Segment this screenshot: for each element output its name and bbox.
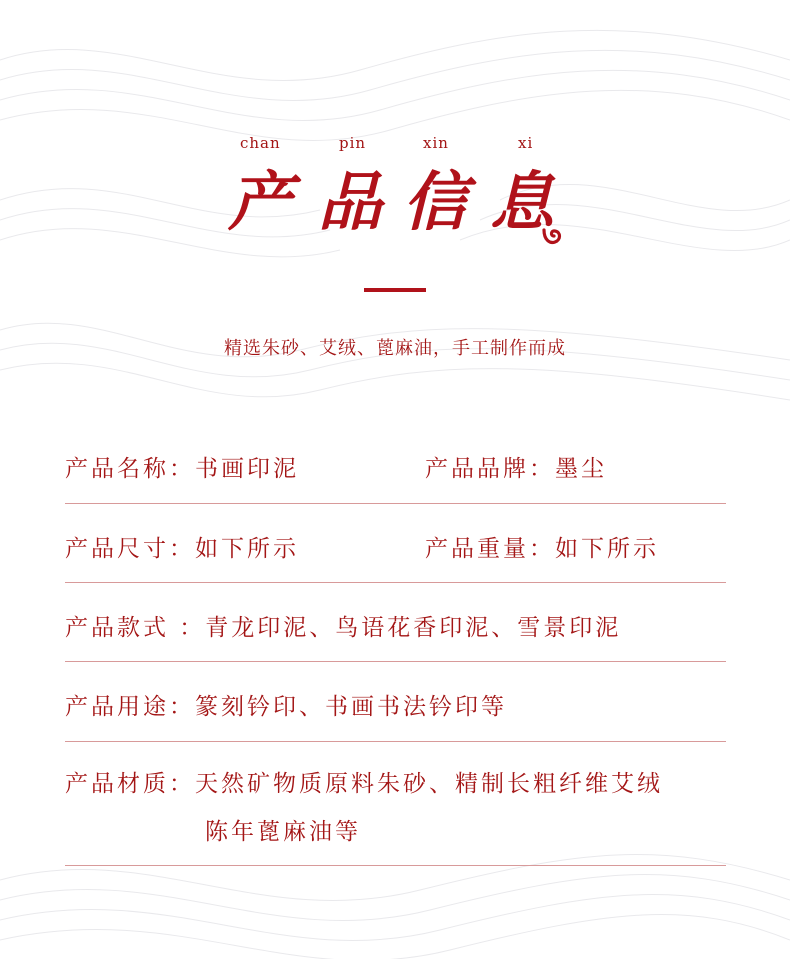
product-weight: 产品重量：如下所示	[425, 536, 659, 562]
page-subtitle: 精选朱砂、艾绒、蓖麻油，手工制作而成	[224, 338, 566, 359]
product-styles: 产品款式 ：青龙印泥、鸟语花香印泥、雪景印泥	[65, 615, 622, 641]
pinyin-chan: chan	[240, 134, 281, 152]
pinyin-xi: xi	[518, 134, 534, 152]
title-char-pin: 品	[318, 165, 382, 240]
product-material-continued: 陈年蓖麻油等	[205, 819, 361, 845]
row-divider	[65, 661, 726, 662]
title-char-xin: 信	[403, 165, 467, 240]
title-underline	[364, 288, 426, 292]
row-divider	[65, 865, 726, 866]
product-size: 产品尺寸：如下所示	[65, 536, 299, 562]
row-divider	[65, 741, 726, 742]
row-divider	[65, 582, 726, 583]
title-char-xi: 息	[490, 165, 554, 240]
product-brand: 产品品牌：墨尘	[425, 456, 607, 482]
product-material: 产品材质：天然矿物质原料朱砂、精制长粗纤维艾绒	[65, 771, 663, 797]
product-usage: 产品用途：篆刻钤印、书画书法钤印等	[65, 694, 507, 720]
pinyin-pin: pin	[339, 134, 367, 152]
title-char-chan: 产	[228, 165, 292, 240]
product-name: 产品名称：书画印泥	[65, 456, 299, 482]
pinyin-xin: xin	[423, 134, 449, 152]
brush-flourish-icon	[541, 224, 563, 246]
row-divider	[65, 503, 726, 504]
